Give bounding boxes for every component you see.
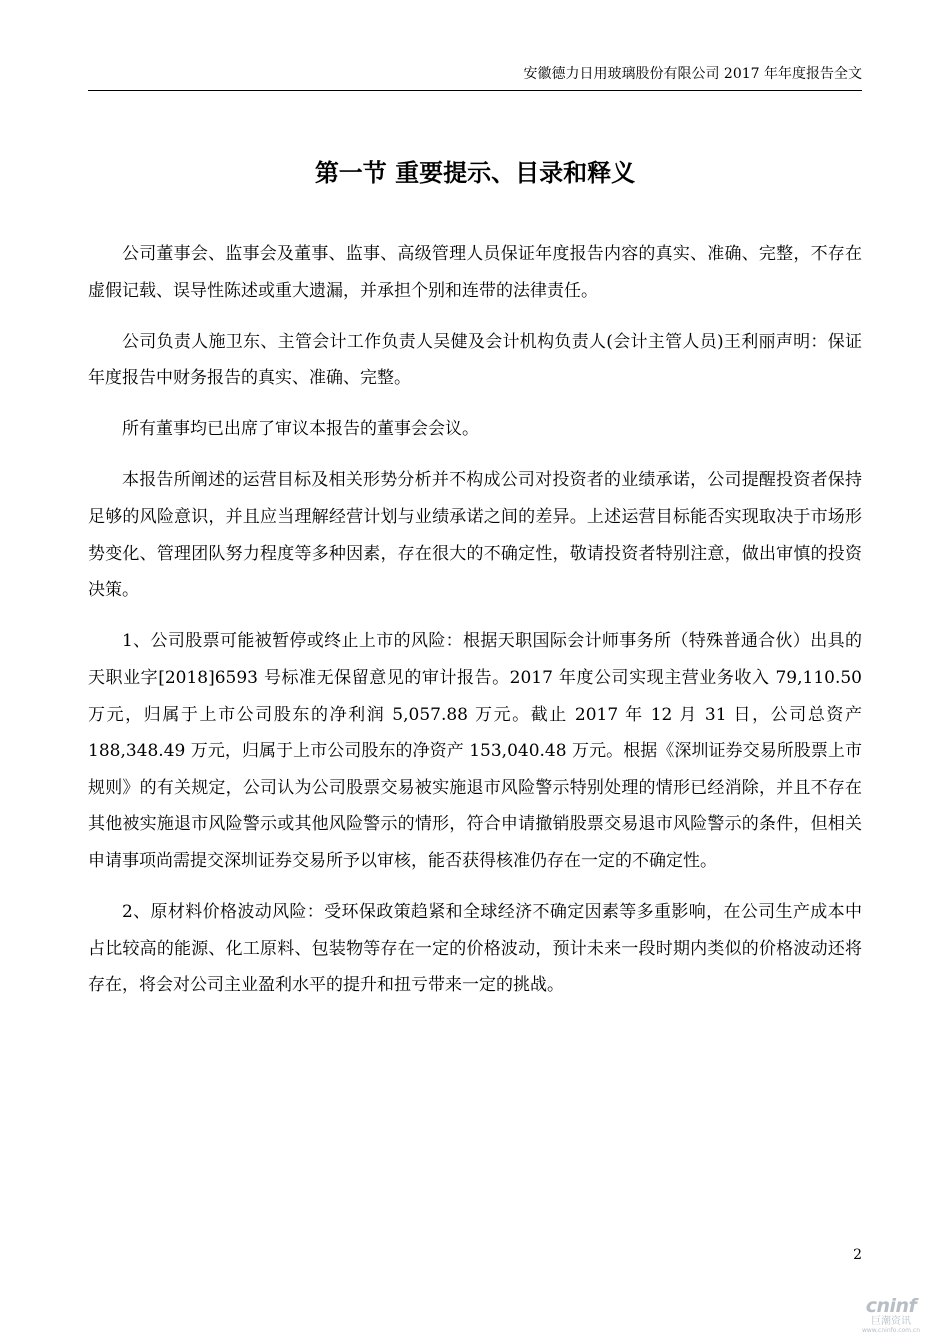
paragraph-directors-attendance: 所有董事均已出席了审议本报告的董事会会议。 [122, 419, 479, 440]
paragraph-material-price-risk: 2、原材料价格波动风险：受环保政策趋紧和全球经济不确定因素等多重影响，在公司生产成本中占比较高的能源、化工原料、包装物等存在一定的价格波动，预计未来一段时期内类似的价格波动还将存在，将会对公司主业盈利水平的提升和扭亏带来一定的挑战。 [88, 902, 862, 996]
section-title: 第一节 重要提示、目录和释义 [314, 159, 636, 187]
cninfo-watermark-logo [836, 1296, 946, 1342]
watermark-brand: cninf [865, 1295, 917, 1317]
report-header [88, 64, 862, 91]
watermark-cn: 巨潮资讯 [871, 1316, 911, 1327]
paragraph-board-guarantee: 公司董事会、监事会及董事、监事、高级管理人员保证年度报告内容的真实、准确、完整，不存在虚假记载、误导性陈述或重大遗漏，并承担个别和连带的法律责任。 [88, 244, 862, 301]
document-body [88, 236, 862, 1018]
report-header-text: 安徽德力日用玻璃股份有限公司 2017 年年度报告全文 [523, 66, 862, 82]
watermark-url: www.cninfo.com.cn [861, 1327, 921, 1334]
page-number: 2 [853, 1247, 862, 1263]
paragraph-officer-statement: 公司负责人施卫东、主管会计工作负责人吴健及会计机构负责人(会计主管人员)王利丽声明：保证年度报告中财务报告的真实、准确、完整。 [88, 331, 862, 389]
paragraph-forward-looking: 本报告所阐述的运营目标及相关形势分析并不构成公司对投资者的业绩承诺，公司提醒投资者保持足够的风险意识，并且应当理解经营计划与业绩承诺之间的差异。上述运营目标能否实现取决于市场形势变化、管理团队努力程度等多种因素，存在很大的不确定性，敬请投资者特别注意，做出审慎的投资决策。 [88, 470, 862, 601]
paragraph-delisting-risk: 1、公司股票可能被暂停或终止上市的风险：根据天职国际会计师事务所（特殊普通合伙）出具的天职业字[2018]6593 号标准无保留意见的审计报告。2017 年度公司实现主营业务收入 79,110.50 万元，归属于上市公司股东的净利润 5,057.88 万元。截止 2017 年 12 月 31 日，公司总资产 188,348.49 万元，归属于上市公司股东的净资产 153,040.48 万元。根据《深圳证券交易所股票上市规则》的有关规定，公司认为公司股票交易被实施退市风险警示特别处理的情形已经消除，并且不存在其他被实施退市风险警示或其他风险警示的情形，符合申请撤销股票交易退市风险警示的条件，但相关申请事项尚需提交深圳证券交易所予以审核，能否获得核准仍存在一定的不确定性。 [88, 631, 862, 871]
